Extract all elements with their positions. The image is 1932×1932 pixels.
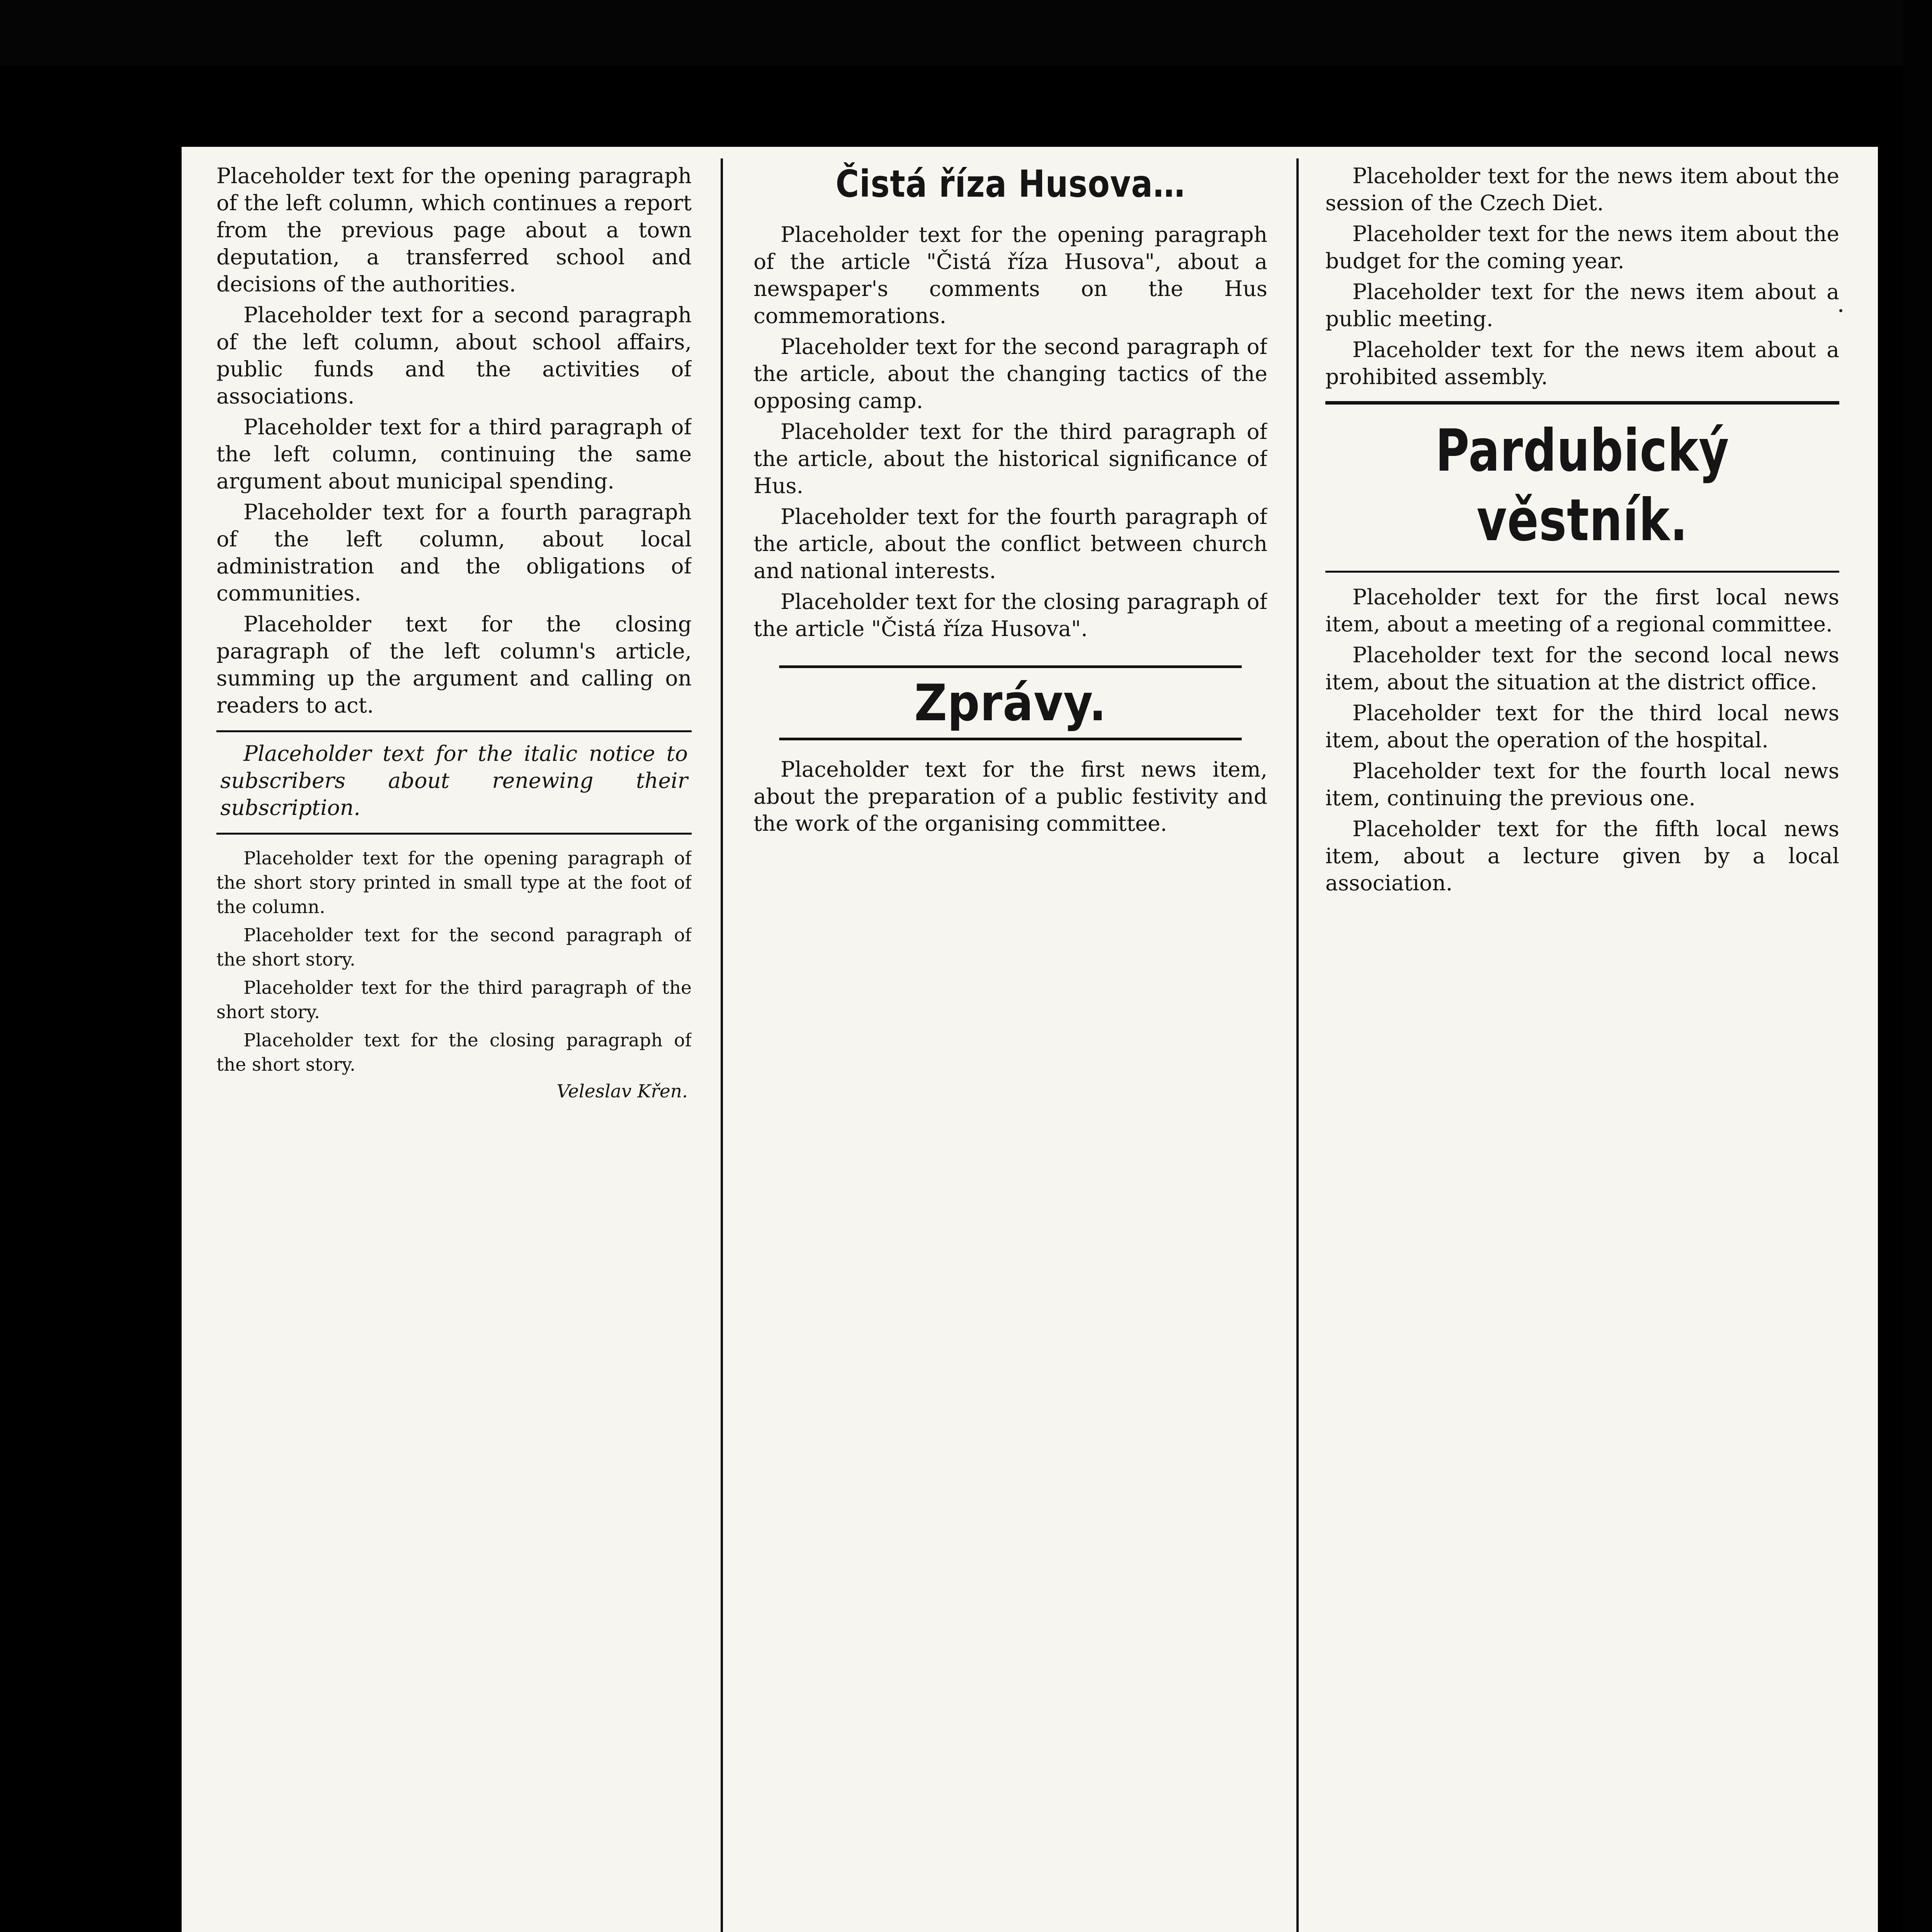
paragraph: Placeholder text for a second paragraph of the left column, about school affairs, public funds and the activities of associations. <box>216 303 692 408</box>
newspaper-page <box>182 147 1878 1932</box>
subscription-notice <box>216 730 692 835</box>
column-rule <box>721 158 723 1932</box>
feuilleton-paragraph: Placeholder text for the third paragraph of the short story. <box>216 977 692 1023</box>
author-signature: Veleslav Křen. <box>556 1081 688 1102</box>
news-item: Placeholder text for the third local news item, about the operation of the hospital. <box>1325 701 1839 752</box>
paragraph: Placeholder text for the opening paragraph of the article "Čistá říza Husova", about a newspaper's comments on the Hus commemorations. <box>753 222 1267 328</box>
notice-text: Placeholder text for the italic notice to subscribers about renewing their subscription. <box>220 741 688 820</box>
news-item: Placeholder text for the fourth local news item, continuing the previous one. <box>1325 759 1839 810</box>
feuilleton-paragraph: Placeholder text for the closing paragraph of the short story. <box>216 1030 692 1075</box>
news-item: Placeholder text for the first local news item, about a meeting of a regional committee. <box>1325 585 1839 636</box>
paragraph: Placeholder text for a third paragraph of the left column, continuing the same argument about municipal spending. <box>216 415 692 493</box>
news-item: Placeholder text for the first news item, about the preparation of a public festivity and the work of the organising committee. <box>753 757 1267 836</box>
feuilleton-paragraph: Placeholder text for the second paragraph of the short story. <box>216 925 692 970</box>
news-item: Placeholder text for the news item about the budget for the coming year. <box>1325 221 1839 273</box>
scan-top-margin <box>0 0 1932 66</box>
news-item: Placeholder text for the news item about a prohibited assembly. <box>1325 337 1839 389</box>
feuilleton <box>216 846 692 1102</box>
paragraph: Placeholder text for the third paragraph of the article, about the historical significance of Hus. <box>753 419 1267 498</box>
paragraph: Placeholder text for the closing paragraph of the article "Čistá říza Husova". <box>753 589 1267 641</box>
news-item: Placeholder text for the news item about a public meeting. <box>1325 279 1839 331</box>
section-title-zpravy: Zprávy. <box>779 665 1242 740</box>
divider <box>1325 401 1839 405</box>
column-middle <box>753 162 1267 1932</box>
article-title: Čistá říza Husova… <box>835 162 1185 206</box>
news-item: Placeholder text for the news item about the session of the Czech Diet. <box>1325 163 1839 215</box>
news-item: Placeholder text for the second local news item, about the situation at the district office. <box>1325 643 1839 694</box>
divider <box>1325 571 1839 573</box>
column-rule <box>1296 158 1299 1932</box>
paragraph: Placeholder text for a fourth paragraph of the left column, about local administration and the obligations of communities. <box>216 500 692 605</box>
section-title-vestnik: Pardubický věstník. <box>1435 417 1730 554</box>
print-speck <box>1839 309 1842 312</box>
paragraph: Placeholder text for the second paragraph of the article, about the changing tactics of the opposing camp. <box>753 334 1267 413</box>
paragraph: Placeholder text for the opening paragraph of the left column, which continues a report from the previous page about a town deputation, a transferred school and decisions of the authorities. <box>216 163 692 296</box>
news-item: Placeholder text for the fifth local news item, about a lecture given by a local association. <box>1325 816 1839 895</box>
scan-right-margin <box>1903 0 1932 1932</box>
paragraph: Placeholder text for the closing paragraph of the left column's article, summing up the argument and calling on readers to act. <box>216 612 692 718</box>
feuilleton-paragraph: Placeholder text for the opening paragraph of the short story printed in small type at the foot of the column. <box>216 848 692 918</box>
column-right <box>1325 162 1839 1932</box>
column-left <box>216 162 692 1932</box>
paragraph: Placeholder text for the fourth paragraph of the article, about the conflict between church and national interests. <box>753 504 1267 583</box>
